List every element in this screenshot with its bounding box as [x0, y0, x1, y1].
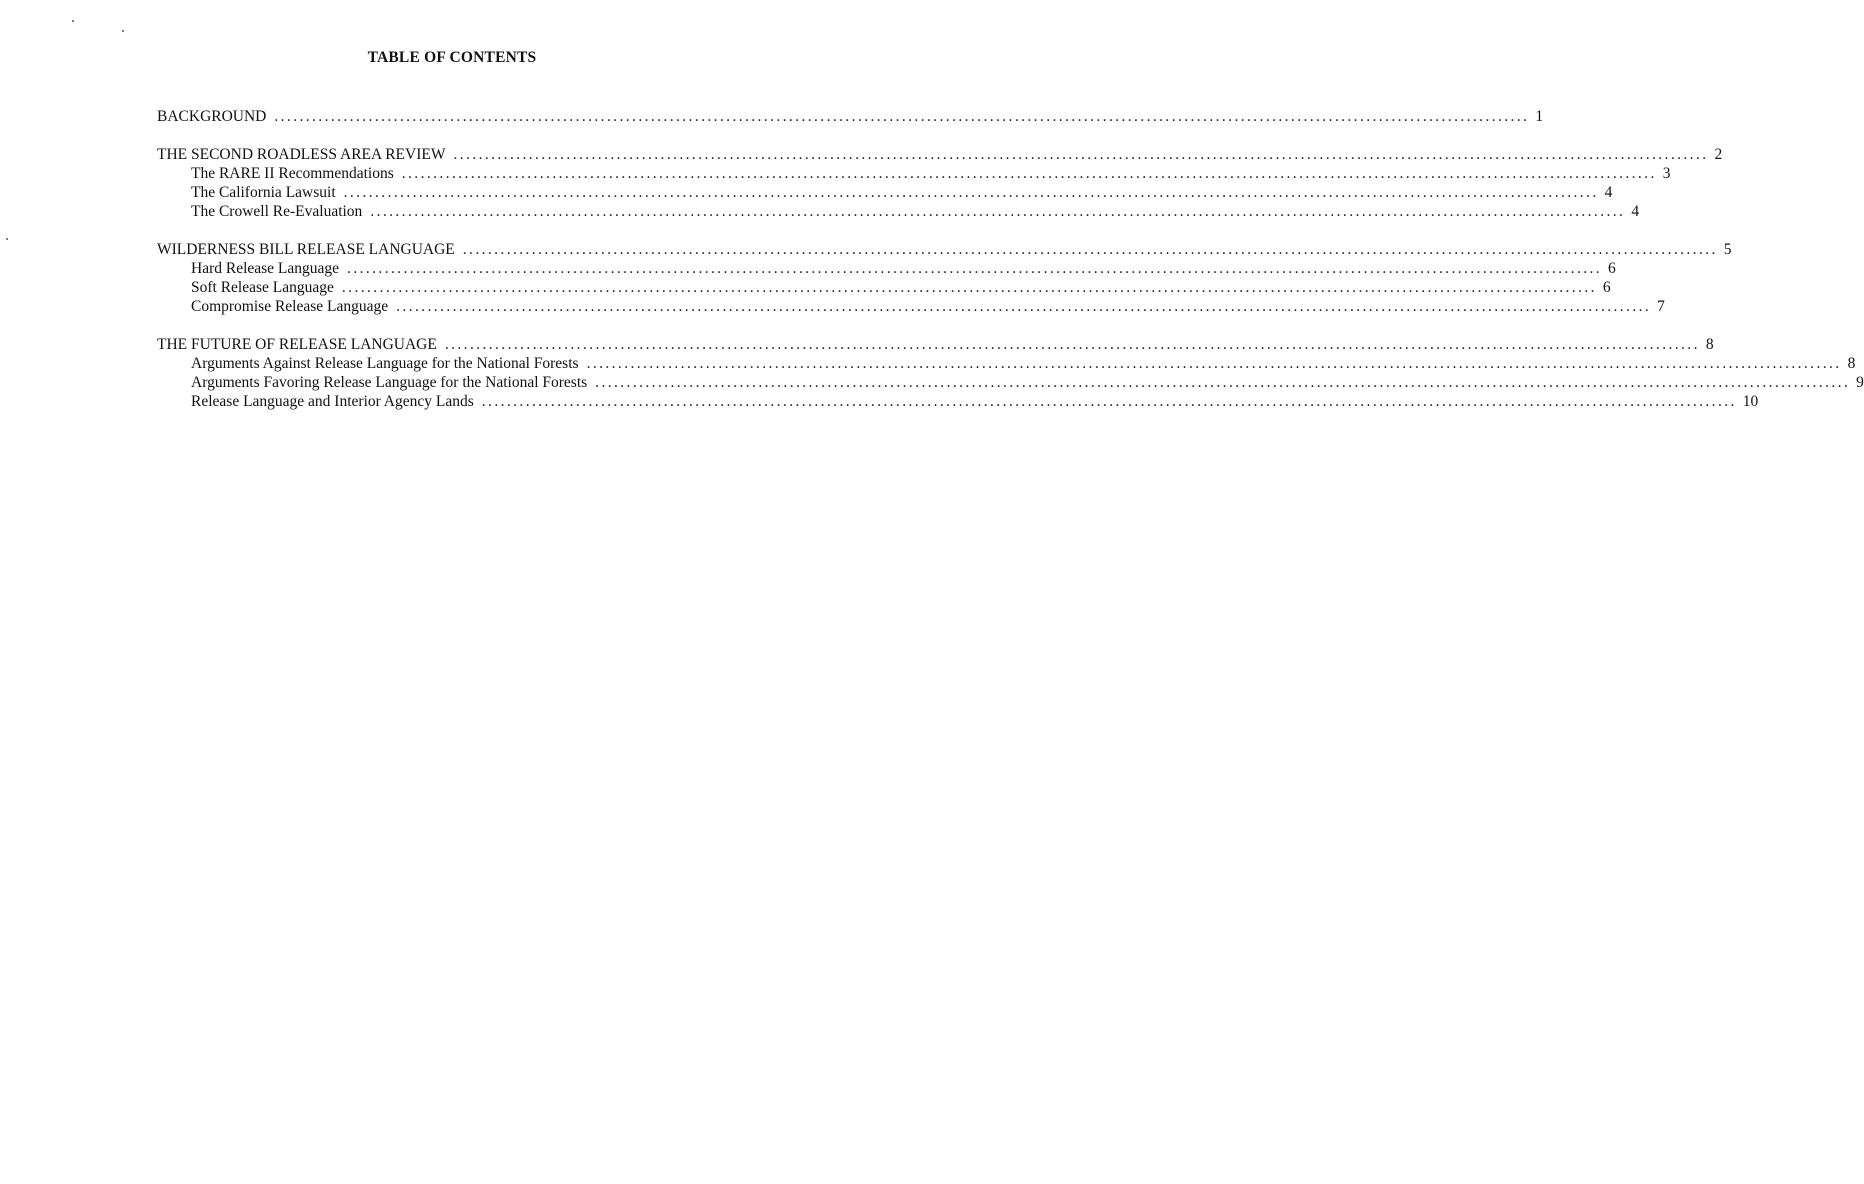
toc-subentry: [157, 202, 1640, 221]
scan-speck: [72, 20, 74, 22]
toc-page-number: 10: [1742, 393, 1759, 410]
toc-heading: [157, 145, 1723, 164]
toc-subentry-label: The Crowell Re-Evaluation: [191, 203, 363, 220]
toc-heading: [157, 240, 1732, 259]
toc-subentry-label: Release Language and Interior Agency Lands: [191, 393, 474, 410]
scan-speck: [6, 238, 8, 240]
scan-speck: [122, 30, 124, 32]
toc-subentry-label: Compromise Release Language: [191, 298, 389, 315]
toc-subentry: [157, 164, 1671, 183]
toc-page-number: 9: [1856, 374, 1864, 391]
toc-heading: [157, 107, 1544, 126]
dot-leader: ........................................................................................................................................................................................................: [343, 184, 1599, 201]
toc-subentry-label: The RARE II Recommendations: [191, 165, 394, 182]
toc-page-number: 1: [1535, 108, 1544, 125]
dot-leader: ........................................................................................................................................................................................................: [370, 203, 1626, 220]
toc-page-number: 2: [1714, 146, 1723, 163]
toc-subentry: [157, 259, 1616, 278]
toc-page-number: 8: [1705, 336, 1714, 353]
toc-section-background: [157, 107, 1544, 126]
dot-leader: ........................................................................................................................................................................................................: [586, 355, 1842, 372]
toc-subentry: [157, 354, 1856, 373]
toc-subentry: [157, 392, 1759, 411]
toc-subentry: [157, 183, 1613, 202]
dot-leader: ........................................................................................................................................................................................................: [396, 298, 1652, 315]
toc-subentry-label: Arguments Against Release Language for the National Forests: [191, 355, 579, 372]
page-title: TABLE OF CONTENTS: [367, 49, 537, 66]
toc-page-number: 3: [1662, 165, 1671, 182]
toc-subentry: [157, 373, 1864, 392]
dot-leader: ........................................................................................................................................................................................................: [462, 241, 1718, 258]
toc-page-number: 4: [1604, 184, 1613, 201]
dot-leader: ........................................................................................................................................................................................................: [481, 393, 1737, 410]
toc-heading-label: THE SECOND ROADLESS AREA REVIEW: [157, 146, 446, 163]
toc-page-number: 6: [1608, 260, 1616, 277]
table-of-contents: [157, 107, 1864, 430]
dot-leader: ........................................................................................................................................................................................................: [595, 374, 1851, 391]
dot-leader: ........................................................................................................................................................................................................: [444, 336, 1700, 353]
toc-section-wilderness-bill-release-language: [157, 240, 1732, 316]
toc-page-number: 6: [1602, 279, 1611, 296]
dot-leader: ........................................................................................................................................................................................................: [274, 108, 1530, 125]
toc-heading-label: THE FUTURE OF RELEASE LANGUAGE: [157, 336, 437, 353]
toc-section-future-of-release-language: [157, 335, 1864, 411]
toc-heading-label: BACKGROUND: [157, 108, 267, 125]
toc-subentry: [157, 278, 1611, 297]
dot-leader: ........................................................................................................................................................................................................: [401, 165, 1657, 182]
toc-page-number: 5: [1723, 241, 1732, 258]
toc-heading: [157, 335, 1714, 354]
dot-leader: ........................................................................................................................................................................................................: [347, 260, 1603, 277]
toc-page-number: 7: [1657, 298, 1665, 315]
toc-page-number: 8: [1847, 355, 1856, 372]
toc-section-second-roadless-area-review: [157, 145, 1723, 221]
toc-page-number: 4: [1631, 203, 1640, 220]
dot-leader: ........................................................................................................................................................................................................: [341, 279, 1597, 296]
toc-subentry-label: Arguments Favoring Release Language for the National Forests: [191, 374, 588, 391]
toc-subentry-label: Hard Release Language: [191, 260, 340, 277]
toc-subentry-label: The California Lawsuit: [191, 184, 336, 201]
toc-heading-label: WILDERNESS BILL RELEASE LANGUAGE: [157, 241, 455, 258]
toc-subentry: [157, 297, 1665, 316]
toc-subentry-label: Soft Release Language: [191, 279, 334, 296]
dot-leader: ........................................................................................................................................................................................................: [453, 146, 1709, 163]
